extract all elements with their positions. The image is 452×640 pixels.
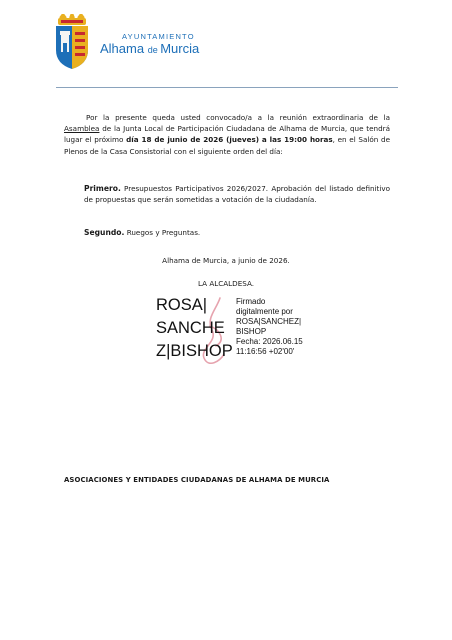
place-and-date: Alhama de Murcia, a junio de 2026. (162, 256, 290, 265)
signature-info-line: digitalmente por (236, 306, 293, 316)
city-part-a: Alhama (100, 41, 148, 56)
city-part-de: de (147, 45, 161, 55)
signature-name-line: ROSA| (156, 296, 208, 314)
signature-info-line: ROSA|SANCHEZ| (236, 316, 302, 326)
addressee-footer: ASOCIACIONES Y ENTIDADES CIUDADANAS DE ALHAMA DE MURCIA (64, 476, 330, 484)
agenda-item-second-text: Ruegos y Preguntas. (124, 228, 201, 237)
para-text-a: Por la presente queda usted convocado/a a la reunión extraordinaria de la (86, 113, 390, 122)
signature-info-line: 11:16:56 +02'00' (236, 346, 295, 356)
para-text-b: de la Junta Local de Participación Ciudadana de Alhama de Murcia, que tendrá lugar el próximo (64, 124, 390, 145)
org-line-ayuntamiento: AYUNTAMIENTO (122, 32, 195, 41)
signature-name (156, 294, 233, 363)
signature-info-line: Fecha: 2026.06.15 (236, 336, 303, 346)
signature-info-line: BISHOP (236, 326, 267, 336)
agenda-item-first-label: Primero. (84, 184, 121, 193)
organization-name (100, 32, 199, 57)
signer-title: LA ALCALDESA. (197, 279, 255, 288)
agenda-item-first-text: Presupuestos Participativos 2026/2027. Aprobación del listado definitivo de propuestas que serán sometidas a votación de la ciudadanía. (84, 184, 390, 204)
agenda-item-second (84, 227, 390, 238)
coat-of-arms-logo (52, 14, 92, 70)
header-divider (56, 87, 398, 88)
agenda-item-first (84, 183, 390, 205)
digital-signature-info (236, 297, 303, 356)
asamblea-link[interactable]: Asamblea (64, 124, 100, 134)
convocation-paragraph (64, 112, 390, 157)
agenda-item-second-label: Segundo. (84, 228, 125, 237)
para-date-time: día 18 de junio de 2026 (jueves) a las 19:00 horas (126, 135, 333, 145)
signature-name-line: Z|BISHOP (156, 342, 233, 360)
signature-info-line: Firmado (236, 297, 266, 306)
signature-name-line: SANCHE (156, 319, 225, 337)
org-line-city (100, 42, 199, 57)
city-part-b: Murcia (160, 41, 200, 56)
para-text-c: , en el Salón de Plenos de la Casa Consistorial con el siguiente orden del día: (64, 135, 390, 156)
